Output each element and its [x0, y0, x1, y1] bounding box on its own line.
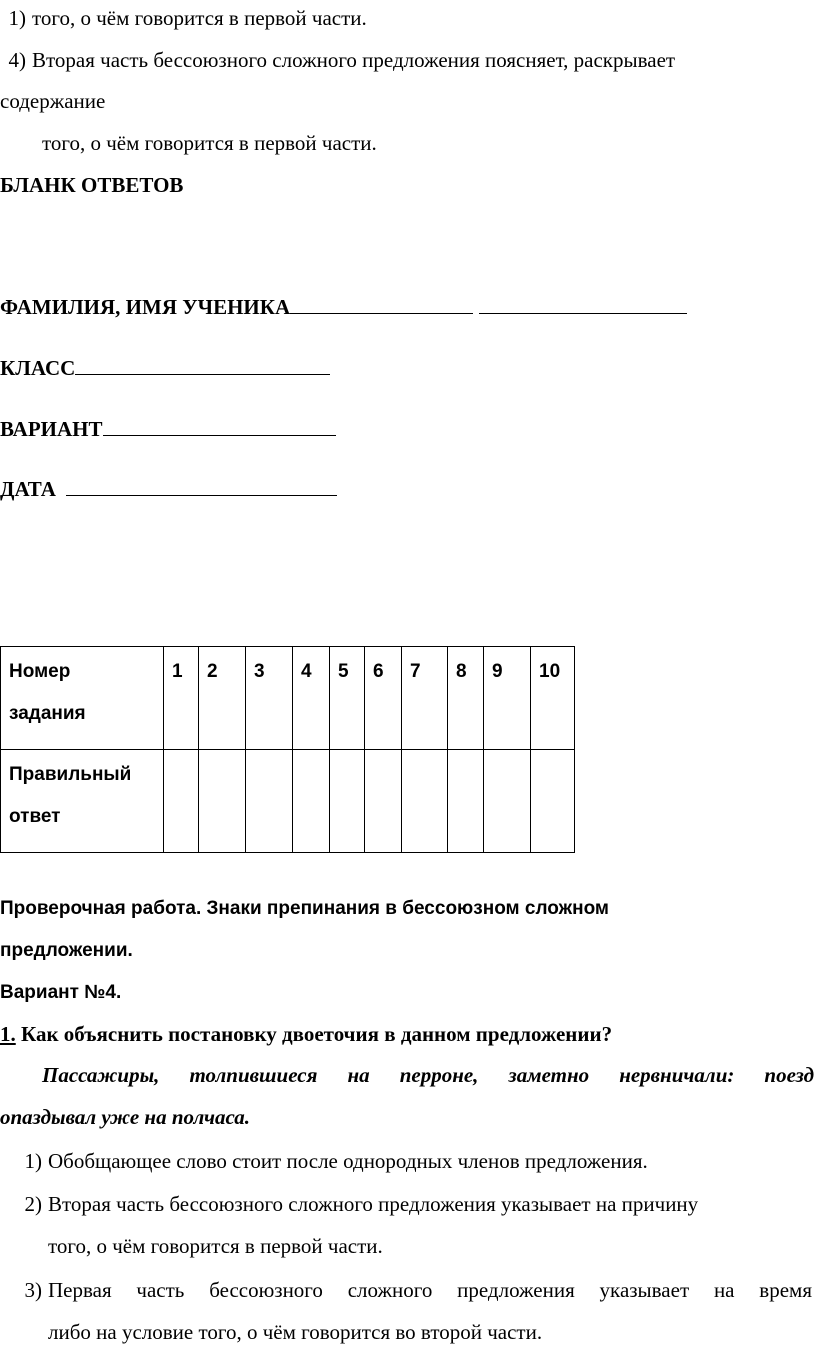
prev-item-1-num: 1) [8, 6, 26, 30]
task-number-header-line1: Номер [9, 661, 71, 682]
answer-header-line2: ответ [9, 806, 61, 827]
answer-cell[interactable] [402, 750, 448, 853]
task-number-row [1, 647, 575, 750]
name-line-1[interactable] [290, 293, 473, 314]
option-3 [16, 1278, 814, 1303]
option-1 [16, 1149, 648, 1174]
option-text: Обобщающее слово стоит после однородных членов предложения. [48, 1149, 648, 1173]
option-text: Вторая часть бессоюзного сложного предложения указывает на причину [48, 1192, 699, 1216]
answer-header [1, 750, 164, 853]
variant-label: ВАРИАНТ [0, 417, 103, 441]
answer-cell[interactable] [164, 750, 199, 853]
option-number: 2) [24, 1192, 42, 1216]
question-1-sentence-line2: опаздывал уже на полчаса. [0, 1105, 251, 1129]
form-title: БЛАНК ОТВЕТОВ [0, 173, 184, 197]
answer-cell[interactable] [448, 750, 484, 853]
variant-heading: Вариант №4. [0, 982, 122, 1003]
option-2 [16, 1192, 698, 1217]
task-number-cell: 4 [293, 647, 330, 750]
answer-cell[interactable] [531, 750, 575, 853]
date-label: ДАТА [0, 477, 56, 501]
question-1-text: Как объяснить постановку двоеточия в данном предложении? [15, 1022, 613, 1046]
date-row [0, 475, 337, 502]
task-number-cell: 9 [484, 647, 531, 750]
prev-item-4-num: 4) [8, 48, 26, 72]
task-number-cell: 8 [448, 647, 484, 750]
option-number: 3) [24, 1278, 42, 1302]
variant-row [0, 415, 336, 442]
variant-line[interactable] [103, 415, 336, 436]
date-line[interactable] [66, 475, 337, 496]
answer-cell[interactable] [246, 750, 293, 853]
answer-cell[interactable] [484, 750, 531, 853]
prev-item-4-line3: того, о чём говорится в первой части. [42, 131, 377, 155]
prev-item-4-line2: содержание [0, 89, 106, 113]
option-3-continuation: либо на условие того, о чём говорится во второй части. [48, 1320, 543, 1344]
question-1-sentence-line1: Пассажиры, толпившиеся на перроне, заметно нервничали: поезд [42, 1063, 814, 1087]
task-number-header [1, 647, 164, 750]
answer-cell[interactable] [330, 750, 365, 853]
prev-item-4-line1: Вторая часть бессоюзного сложного предложения поясняет, раскрывает [32, 48, 676, 72]
answer-cell[interactable] [365, 750, 402, 853]
task-number-cell: 6 [365, 647, 402, 750]
name-row [0, 293, 687, 320]
task-number-cell: 5 [330, 647, 365, 750]
class-row [0, 354, 330, 381]
task-number-cell: 1 [164, 647, 199, 750]
answer-header-line1: Правильный [9, 764, 132, 785]
task-number-cell: 10 [531, 647, 575, 750]
answer-table [0, 646, 575, 853]
answer-row [1, 750, 575, 853]
answer-cell[interactable] [199, 750, 246, 853]
test-title-line1: Проверочная работа. Знаки препинания в бессоюзном сложном [0, 898, 609, 919]
name-label: ФАМИЛИЯ, ИМЯ УЧЕНИКА [0, 295, 291, 319]
option-2-continuation: того, о чём говорится в первой части. [48, 1234, 383, 1258]
class-label: КЛАСС [0, 356, 76, 380]
option-text: Первая часть бессоюзного сложного предложения указывает на время [48, 1278, 812, 1302]
question-1-number: 1. [0, 1022, 16, 1046]
question-1 [0, 1022, 612, 1047]
task-number-cell: 2 [199, 647, 246, 750]
prev-item-1 [0, 6, 367, 31]
answer-cell[interactable] [293, 750, 330, 853]
task-number-cell: 7 [402, 647, 448, 750]
task-number-cell: 3 [246, 647, 293, 750]
prev-item-1-text: того, о чём говорится в первой части. [32, 6, 367, 30]
test-title-line2: предложении. [0, 940, 133, 961]
option-number: 1) [24, 1149, 42, 1173]
task-number-header-line2: задания [9, 703, 86, 724]
class-line[interactable] [75, 354, 330, 375]
name-line-2[interactable] [479, 293, 687, 314]
prev-item-4 [0, 48, 675, 73]
